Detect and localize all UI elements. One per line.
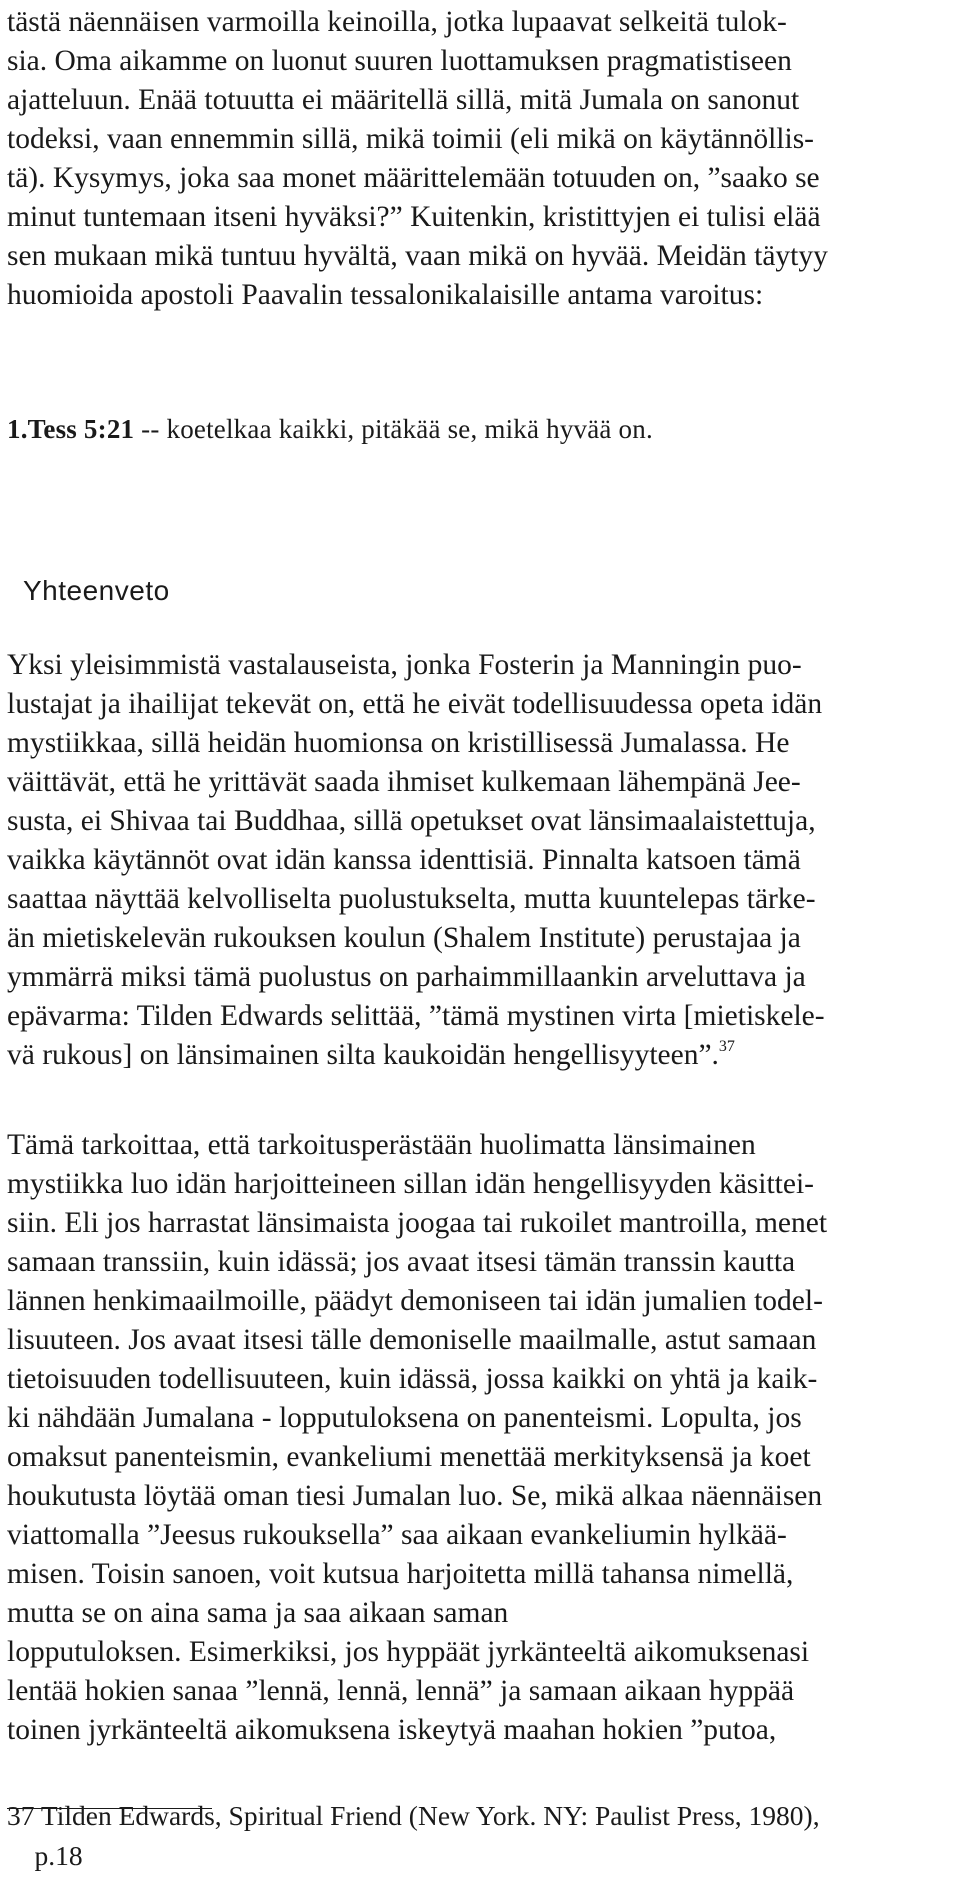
text-line: houkutusta löytää oman tiesi Jumalan luo. Se, mikä alkaa näennäisen xyxy=(7,1480,823,1512)
bible-verse xyxy=(7,408,653,450)
text-line: tä). Kysymys, joka saa monet määrittelemään totuuden on, ”saako se xyxy=(7,162,820,194)
text-line: lopputuloksen. Esimerkiksi, jos hyppäät jyrkänteeltä aikomuksenasi xyxy=(7,1636,810,1668)
text-line: saattaa näyttää kelvolliselta puolustukselta, mutta kuuntelepas tärke- xyxy=(7,883,816,915)
text-line: mystiikkaa, sillä heidän huomionsa on kristillisessä Jumalassa. He xyxy=(7,727,790,759)
verse-reference: 1.Tess 5:21 xyxy=(7,414,135,444)
footnote-marker: 37 xyxy=(718,1038,735,1055)
text-line: tästä näennäisen varmoilla keinoilla, jotka lupaavat selkeitä tulok- xyxy=(7,6,787,38)
text-line: lisuuteen. Jos avaat itsesi tälle demoniselle maailmalle, astut samaan xyxy=(7,1324,817,1356)
text-line: ki nähdään Jumalana - lopputuloksena on panenteismi. Lopulta, jos xyxy=(7,1402,802,1434)
text-line: lustajat ja ihailijat tekevät on, että he eivät todellisuudessa opeta idän xyxy=(7,688,823,720)
verse-text: -- koetelkaa kaikki, pitäkää se, mikä hyvää on. xyxy=(134,414,653,444)
text-line: minut tuntemaan itseni hyväksi?” Kuitenkin, kristittyjen ei tulisi elää xyxy=(7,201,821,233)
text-line: samaan transsiin, kuin idässä; jos avaat itsesi tämän transsin kautta xyxy=(7,1246,796,1278)
text-line: tietoisuuden todellisuuteen, kuin idässä, jossa kaikki on yhtä ja kaik- xyxy=(7,1363,818,1395)
text-line: mutta se on aina sama ja saa aikaan saman xyxy=(7,1597,509,1629)
text-line: lentää hokien sanaa ”lennä, lennä, lennä” ja samaan aikaan hyppää xyxy=(7,1675,795,1707)
text-line: lännen henkimaailmoille, päädyt demoniseen tai idän jumalien todel- xyxy=(7,1285,823,1317)
footnote-line: p.18 xyxy=(7,1840,83,1871)
text-line: Tämä tarkoittaa, että tarkoitusperästään huolimatta länsimainen xyxy=(7,1129,756,1161)
section-heading: Yhteenveto xyxy=(23,575,170,606)
text-line: toinen jyrkänteeltä aikomuksena iskeytyä maahan hokien ”putoa, xyxy=(7,1714,777,1746)
footnote-line: 37 Tilden Edwards, Spiritual Friend (New York. NY: Paulist Press, 1980), xyxy=(7,1800,820,1831)
text-line: vaikka käytännöt ovat idän kanssa identtisiä. Pinnalta katsoen tämä xyxy=(7,844,801,876)
text-line: sen mukaan mikä tuntuu hyvältä, vaan mikä on hyvää. Meidän täytyy xyxy=(7,240,828,272)
text-line: viattomalla ”Jeesus rukouksella” saa aikaan evankeliumin hylkää- xyxy=(7,1519,787,1551)
text-line xyxy=(7,1034,735,1076)
text-line: mystiikka luo idän harjoitteineen sillan idän hengellisyyden käsittei- xyxy=(7,1168,814,1200)
text-line: todeksi, vaan ennemmin sillä, mikä toimii (eli mikä on käytännöllis- xyxy=(7,123,815,155)
text-line: epävarma: Tilden Edwards selittää, ”tämä mystinen virta [mietiskele- xyxy=(7,1000,825,1032)
text-line: susta, ei Shivaa tai Buddhaa, sillä opetukset ovat länsimaalaistettuja, xyxy=(7,805,816,837)
text-line: ymmärrä miksi tämä puolustus on parhaimmillaankin arveluttava ja xyxy=(7,961,806,993)
text-line: siin. Eli jos harrastat länsimaista joogaa tai rukoilet mantroilla, menet xyxy=(7,1207,828,1239)
text-line-content: vä rukous] on länsimainen silta kaukoidän hengellisyyteen”. xyxy=(7,1039,719,1071)
text-line: Yksi yleisimmistä vastalauseista, jonka Fosterin ja Manningin puo- xyxy=(7,649,802,681)
text-line: misen. Toisin sanoen, voit kutsua harjoitetta millä tahansa nimellä, xyxy=(7,1558,794,1590)
text-line: väittävät, että he yrittävät saada ihmiset kulkemaan lähempänä Jee- xyxy=(7,766,801,798)
text-line: än mietiskelevän rukouksen koulun (Shalem Institute) perustajaa ja xyxy=(7,922,801,954)
text-line: huomioida apostoli Paavalin tessalonikalaisille antama varoitus: xyxy=(7,279,764,311)
text-line: ajatteluun. Enää totuutta ei määritellä sillä, mitä Jumala on sanonut xyxy=(7,84,800,116)
text-line: omaksut panenteismin, evankeliumi menettää merkityksensä ja koet xyxy=(7,1441,811,1473)
text-line: sia. Oma aikamme on luonut suuren luottamuksen pragmatistiseen xyxy=(7,45,792,77)
